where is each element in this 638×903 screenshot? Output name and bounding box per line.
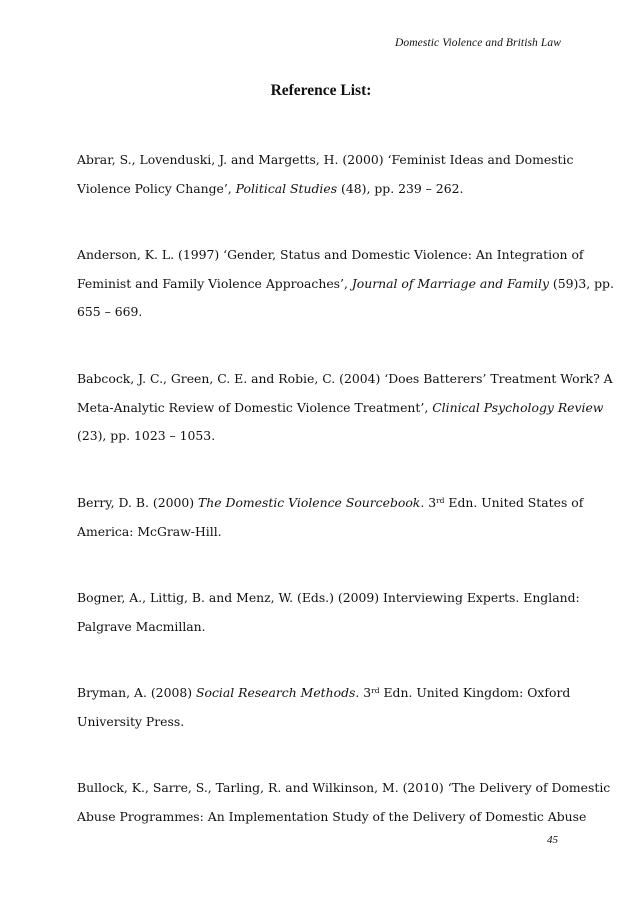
reference-entry bbox=[77, 489, 584, 546]
reference-entry bbox=[77, 679, 571, 736]
reference-line bbox=[77, 679, 571, 708]
reference-text: Violence Policy Change’, bbox=[77, 180, 236, 196]
reference-entry bbox=[77, 241, 614, 327]
reference-entry bbox=[77, 146, 574, 203]
ordinal-superscript: rd bbox=[371, 686, 380, 695]
reference-text: Meta-Analytic Review of Domestic Violence Treatment’, bbox=[77, 399, 433, 415]
reference-text: . 3 bbox=[355, 685, 372, 700]
ordinal-superscript: rd bbox=[436, 496, 445, 505]
running-header: Domestic Violence and British Law bbox=[395, 37, 561, 49]
reference-text: America: McGraw-Hill. bbox=[77, 523, 222, 539]
reference-text: (59)3, pp. bbox=[548, 275, 614, 291]
reference-line bbox=[77, 489, 584, 518]
reference-line bbox=[77, 584, 580, 613]
reference-line bbox=[77, 241, 584, 270]
reference-source-title: Clinical Psychology Review bbox=[432, 399, 604, 415]
reference-text: Edn. United Kingdom: Oxford bbox=[379, 685, 571, 700]
reference-entry bbox=[77, 584, 580, 641]
reference-line bbox=[77, 422, 567, 451]
reference-text: Anderson, K. L. (1997) ‘Gender, Status and Domestic Violence: An Integration of bbox=[77, 247, 584, 262]
reference-text: Abrar, S., Lovenduski, J. and Margetts, H. (2000) ‘Feminist Ideas and Domestic bbox=[77, 152, 574, 167]
reference-text: Babcock, J. C., Green, C. E. and Robie, C. (2004) ‘Does Batterers’ Treatment Work? A bbox=[77, 371, 613, 386]
reference-line bbox=[77, 518, 567, 547]
reference-source-title: The Domestic Violence Sourcebook bbox=[198, 495, 421, 510]
reference-line bbox=[77, 270, 614, 299]
reference-line bbox=[77, 803, 587, 832]
reference-source-title: Journal of Marriage and Family bbox=[351, 275, 549, 291]
reference-text: (23), pp. 1023 – 1053. bbox=[77, 428, 216, 443]
reference-text: Edn. United States of bbox=[444, 495, 584, 510]
reference-text: Bullock, K., Sarre, S., Tarling, R. and Wilkinson, M. (2010) ‘The Delivery of Domestic bbox=[77, 780, 611, 795]
reference-text: Feminist and Family Violence Approaches’, bbox=[77, 275, 352, 291]
reference-line bbox=[77, 146, 574, 175]
reference-line bbox=[77, 365, 613, 394]
reference-source-title: Social Research Methods bbox=[196, 685, 356, 700]
reference-text: Berry, D. B. (2000) bbox=[77, 495, 199, 510]
page-title-text: Reference List: bbox=[270, 82, 372, 99]
page-title bbox=[0, 82, 638, 100]
reference-source-title: Political Studies bbox=[235, 180, 338, 196]
reference-line bbox=[77, 298, 567, 327]
reference-line bbox=[77, 613, 567, 642]
page-number: 45 bbox=[547, 834, 558, 846]
reference-text: Abuse Programmes: An Implementation Study of the Delivery of Domestic Abuse bbox=[77, 808, 587, 824]
reference-line bbox=[77, 175, 567, 204]
reference-text: Bogner, A., Littig, B. and Menz, W. (Eds.) (2009) Interviewing Experts. England: bbox=[77, 590, 580, 605]
reference-text: University Press. bbox=[77, 713, 185, 729]
reference-line bbox=[77, 774, 611, 803]
reference-entry bbox=[77, 365, 613, 451]
reference-text: . 3 bbox=[420, 495, 437, 510]
reference-text: 655 – 669. bbox=[77, 304, 143, 319]
reference-text: Bryman, A. (2008) bbox=[77, 685, 196, 700]
reference-entry bbox=[77, 774, 611, 831]
reference-line bbox=[77, 394, 604, 423]
reference-line bbox=[77, 708, 567, 737]
reference-text: (48), pp. 239 – 262. bbox=[337, 180, 464, 196]
reference-text: Palgrave Macmillan. bbox=[77, 618, 206, 634]
